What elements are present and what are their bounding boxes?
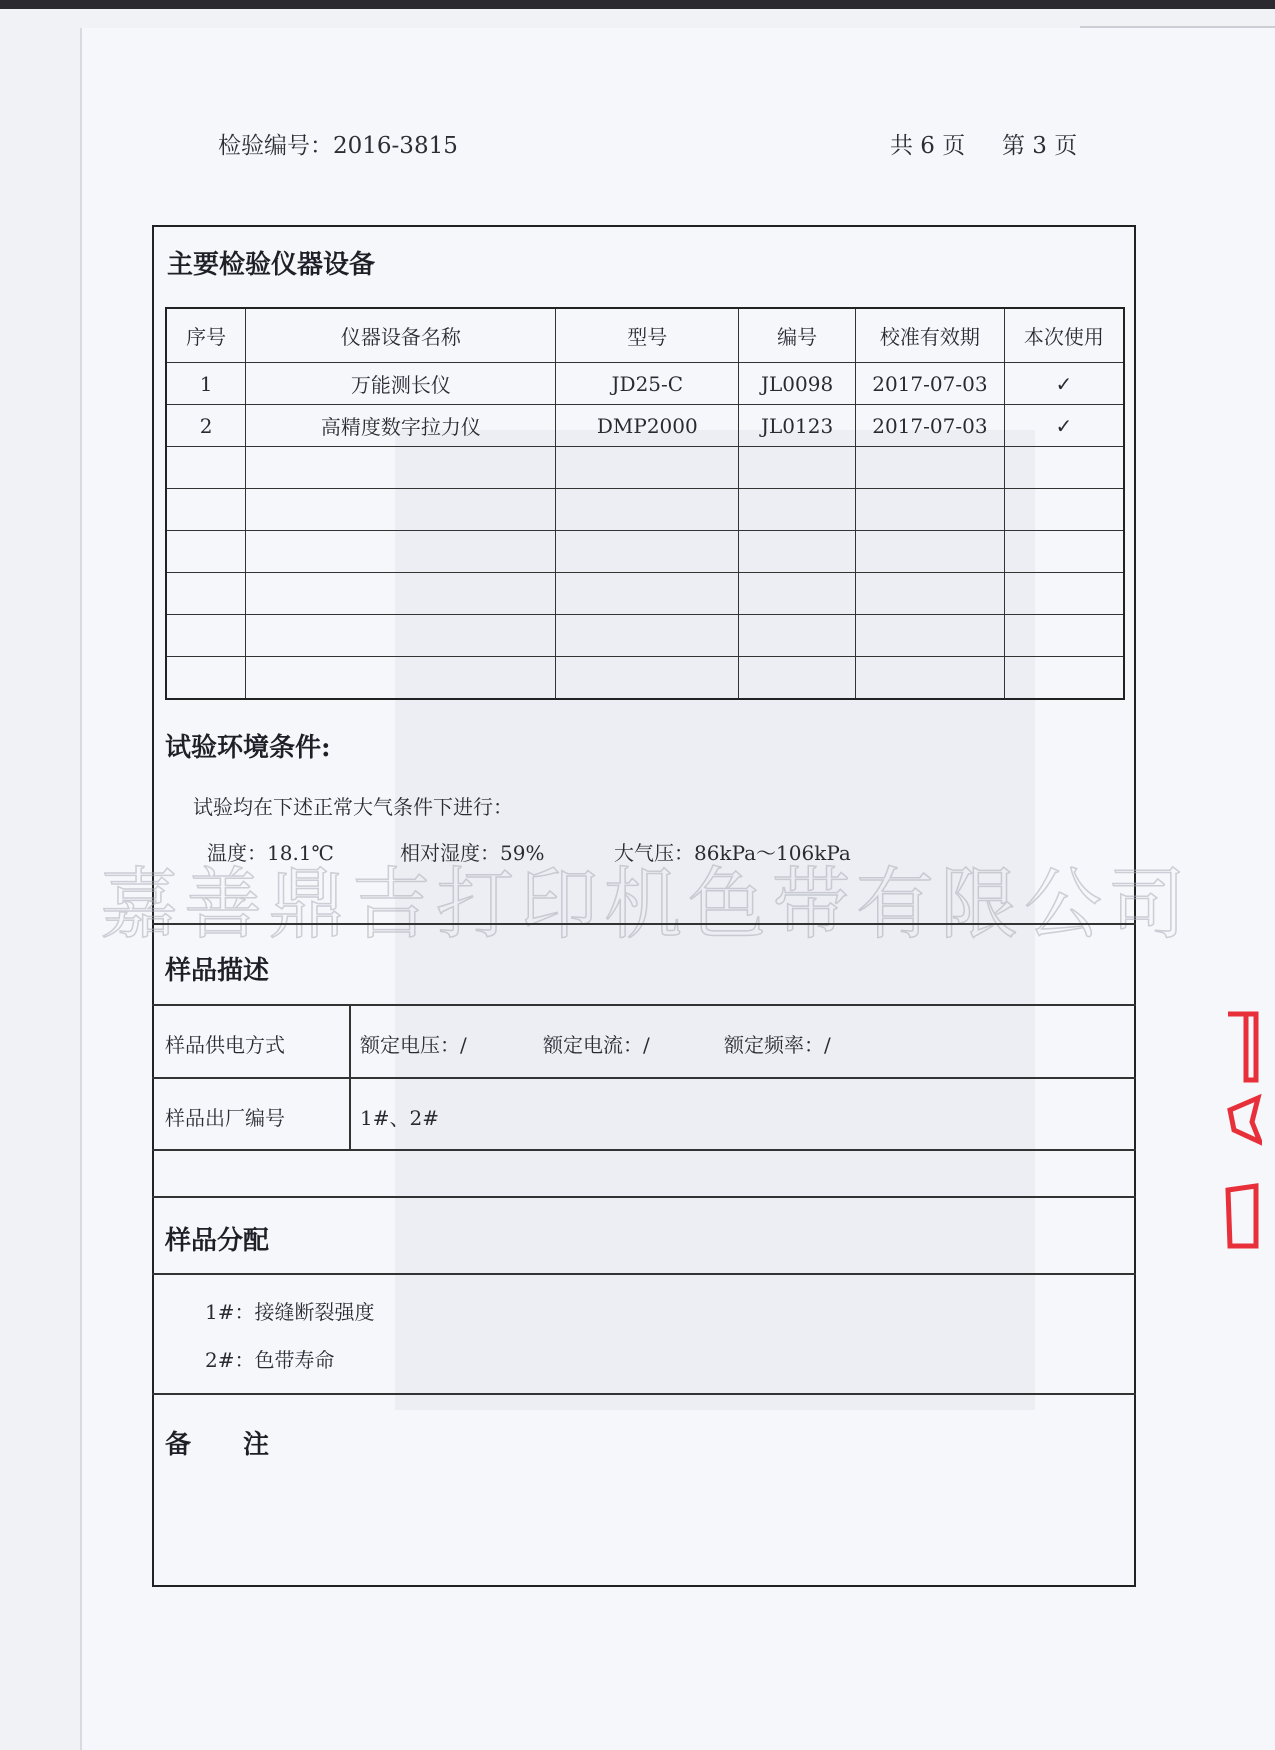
table-cell: 1: [166, 363, 246, 405]
table-cell: [246, 573, 556, 615]
table-row: [166, 363, 1124, 405]
table-cell: [856, 531, 1005, 573]
table-cell: 2: [166, 405, 246, 447]
equipment-section-title: 主要检验仪器设备: [167, 250, 376, 280]
divider-serial-row: [152, 1077, 1136, 1079]
humidity-value: 相对湿度：59%: [400, 841, 545, 865]
table-cell: [739, 615, 856, 657]
remarks-title: 备 注: [165, 1430, 270, 1460]
total-pages: 共 6 页: [890, 133, 966, 159]
table-cell: [1004, 489, 1124, 531]
table-row: [166, 447, 1124, 489]
table-row: [166, 489, 1124, 531]
table-cell: JL0123: [739, 405, 856, 447]
serial-number-label: 样品出厂编号: [165, 1106, 285, 1130]
sample-description-title: 样品描述: [165, 956, 270, 986]
table-cell: [246, 489, 556, 531]
table-cell: [856, 447, 1005, 489]
table-cell: DMP2000: [556, 405, 739, 447]
table-cell: JD25-C: [556, 363, 739, 405]
equipment-column-header: 本次使用: [1004, 308, 1124, 363]
equipment-column-header: 型号: [556, 308, 739, 363]
equipment-header-row: [166, 308, 1124, 363]
sample-allocation-title: 样品分配: [165, 1226, 270, 1256]
table-cell: [246, 447, 556, 489]
table-cell: [556, 615, 739, 657]
table-cell: 2017-07-03: [856, 363, 1005, 405]
environment-intro: 试验均在下述正常大气条件下进行：: [193, 795, 513, 819]
temperature-value: 温度：18.1℃: [207, 841, 334, 865]
environment-section-title: 试验环境条件:: [165, 733, 331, 763]
scanner-top-edge: [0, 0, 1275, 9]
table-cell: [246, 657, 556, 700]
table-cell: [166, 615, 246, 657]
divider-after-serial: [152, 1149, 1136, 1151]
equipment-table: [165, 307, 1125, 700]
table-cell: [1004, 447, 1124, 489]
table-row: [166, 657, 1124, 700]
equipment-column-header: 校准有效期: [856, 308, 1005, 363]
table-cell: [856, 615, 1005, 657]
table-cell: [166, 531, 246, 573]
sample-description-column-divider: [349, 1004, 351, 1149]
table-cell: [556, 531, 739, 573]
table-cell: [166, 489, 246, 531]
allocation-item-2: 2#：色带寿命: [205, 1348, 335, 1372]
table-cell: [166, 573, 246, 615]
table-cell: [739, 657, 856, 700]
table-cell: [739, 489, 856, 531]
table-cell: 高精度数字拉力仪: [246, 405, 556, 447]
table-cell: [556, 489, 739, 531]
table-row: [166, 615, 1124, 657]
equipment-column-header: 编号: [739, 308, 856, 363]
table-cell: [856, 657, 1005, 700]
table-cell: [556, 657, 739, 700]
table-cell: [856, 573, 1005, 615]
company-watermark: 嘉善鼎吉打印机色带有限公司: [100, 860, 1193, 950]
rated-voltage: 额定电压：/: [360, 1033, 467, 1057]
table-cell: [739, 531, 856, 573]
table-cell: [1004, 615, 1124, 657]
table-cell: 2017-07-03: [856, 405, 1005, 447]
table-cell: [246, 531, 556, 573]
table-cell: [1004, 573, 1124, 615]
table-cell: JL0098: [739, 363, 856, 405]
divider-power-row: [152, 1004, 1136, 1006]
table-cell: ✓: [1004, 363, 1124, 405]
allocation-item-1: 1#：接缝断裂强度: [205, 1300, 375, 1324]
table-cell: [246, 615, 556, 657]
table-cell: ✓: [1004, 405, 1124, 447]
table-row: [166, 531, 1124, 573]
table-row: [166, 405, 1124, 447]
divider-allocation-body: [152, 1273, 1136, 1275]
equipment-column-header: 序号: [166, 308, 246, 363]
table-cell: [856, 489, 1005, 531]
table-cell: [739, 573, 856, 615]
pressure-value: 大气压：86kPa～106kPa: [614, 841, 851, 865]
serial-number-value: 1#、2#: [360, 1106, 439, 1130]
red-seal-stamp: [1222, 1010, 1262, 1250]
divider-sample-allocation: [152, 1196, 1136, 1198]
rated-current: 额定电流：/: [543, 1033, 650, 1057]
table-cell: 万能测长仪: [246, 363, 556, 405]
report-number: 检验编号：2016-3815: [218, 133, 458, 159]
table-cell: [1004, 531, 1124, 573]
page-number: 第 3 页: [1002, 133, 1078, 159]
power-supply-label: 样品供电方式: [165, 1033, 285, 1057]
divider-sample-description: [152, 923, 1136, 925]
table-cell: [1004, 657, 1124, 700]
divider-remarks: [152, 1393, 1136, 1395]
table-cell: [556, 447, 739, 489]
table-row: [166, 573, 1124, 615]
rated-frequency: 额定频率：/: [724, 1033, 831, 1057]
table-cell: [166, 447, 246, 489]
equipment-column-header: 仪器设备名称: [246, 308, 556, 363]
table-cell: [556, 573, 739, 615]
table-cell: [739, 447, 856, 489]
table-cell: [166, 657, 246, 700]
